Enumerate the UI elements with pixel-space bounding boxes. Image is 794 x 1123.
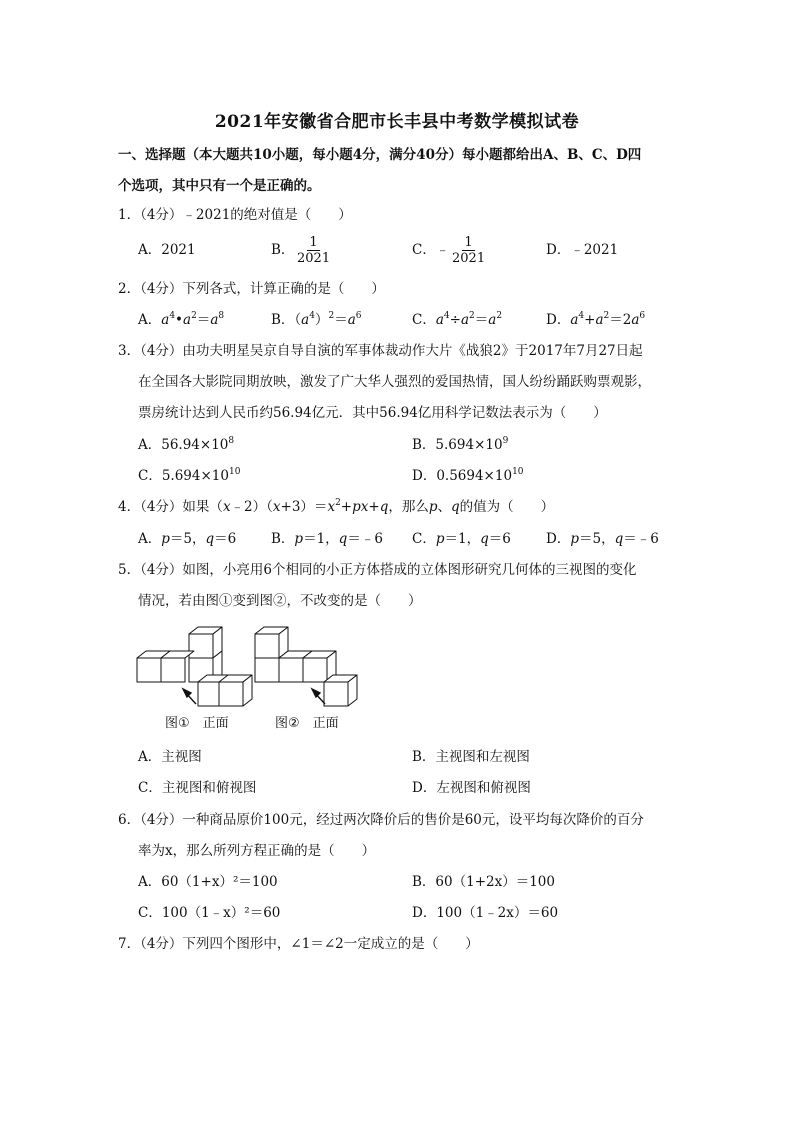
question-1-stem: 1．（4分）﹣2021的绝对值是（ ） [118,207,352,223]
question-3-line1: 3．（4分）由功夫明星吴京自导自演的军事体裁动作大片《战狼2》于2017年7月27日起 [118,343,643,359]
question-3-line2: 在全国各大影院同期放映，激发了广大华人强烈的爱国热情，国人纷纷踊跃购票观影， [138,374,651,390]
q6-option-c: C．100（1﹣x）²＝60 [138,905,281,921]
q4-option-d: D．p＝5，q＝﹣6 [546,531,659,547]
q3-option-a: A．$56.94\times 10^8$ [138,436,235,453]
question-6-line1: 6．（4分）一种商品原价100元，经过两次降价后的售价是60元，设平均每次降价的百分 [118,812,644,828]
q1-option-c-prefix: C．﹣ [412,242,450,258]
section-heading-line2: 个选项，其中只有一个是正确的。 [118,178,321,194]
q2-option-d: D．$a^4+a^2=2a^6$ [546,311,646,328]
q5-option-c: C．主视图和俯视图 [138,780,257,796]
q1-b-denominator: 2021 [297,251,331,266]
q1-option-b-fraction [295,235,332,266]
q1-c-denominator: 2021 [452,251,486,266]
q1-option-b-prefix: B． [271,242,295,258]
q1-b-numerator: 1 [309,235,318,250]
question-4-stem: 4．（4分）如果$(x﹣2)(x+3)=x^2+px+q$，那么p、q的值为（ ） [118,498,555,515]
q1-option-a: A．2021 [138,242,196,258]
section-heading-line1: 一、选择题（本大题共10小题，每小题4分，满分40分）每小题都给出A、B、C、D四 [118,147,642,163]
q3-option-d: D．$0.5694\times 10^{10}$ [412,467,524,484]
question-5-line1: 5．（4分）如图，小亮用6个相同的小正方体搭成的立体图形研究几何体的三视图的变化 [118,562,637,578]
exam-title: 2021年安徽省合肥市长丰县中考数学模拟试卷 [214,112,580,132]
q4-option-b: B．p＝1，q＝﹣6 [271,531,383,547]
q4-option-c: C．p＝1，q＝6 [412,531,511,547]
question-2-stem: 2．（4分）下列各式，计算正确的是（ ） [118,281,385,297]
q1-option-c-fraction [450,235,487,266]
question-6-line2: 率为x，那么所列方程正确的是（ ） [138,843,376,859]
q2-option-b: B．$(a^4)^2=a^6$ [271,311,362,328]
q3-option-c: C．$5.694\times 10^{10}$ [138,467,241,484]
q5-option-d: D．左视图和俯视图 [412,780,531,796]
figure-2-caption: 图② 正面 [275,716,339,731]
question-5-line2: 情况，若由图①变到图②，不改变的是（ ） [138,593,422,609]
question-3-line3: 票房统计达到人民币约56.94亿元．其中56.94亿用科学记数法表示为（ ） [138,405,607,421]
q4-option-a: A．p＝5，q＝6 [138,531,237,547]
q5-option-a: A．主视图 [138,749,202,765]
question-7-stem: 7．（4分）下列四个图形中，∠1＝∠2一定成立的是（ ） [118,936,479,952]
figure-1-cubes [137,627,252,706]
q6-option-a: A．60（1+x）²＝100 [138,874,278,890]
q1-option-d: D．﹣2021 [546,242,619,258]
q3-option-b: B．$5.694\times 10^9$ [412,436,509,453]
q6-option-b: B．60（1+2x）＝100 [412,874,555,890]
q2-option-c: C．$a^4\div a^2=a^2$ [412,311,503,328]
q5-option-b: B．主视图和左视图 [412,749,530,765]
figure-1-caption: 图① 正面 [165,716,229,731]
q1-c-numerator: 1 [464,235,473,250]
q6-option-d: D．100（1﹣2x）＝60 [412,905,559,921]
figure-2-cubes [255,627,357,706]
q2-option-a: A．$a^4•a^2=a^8$ [138,311,225,328]
